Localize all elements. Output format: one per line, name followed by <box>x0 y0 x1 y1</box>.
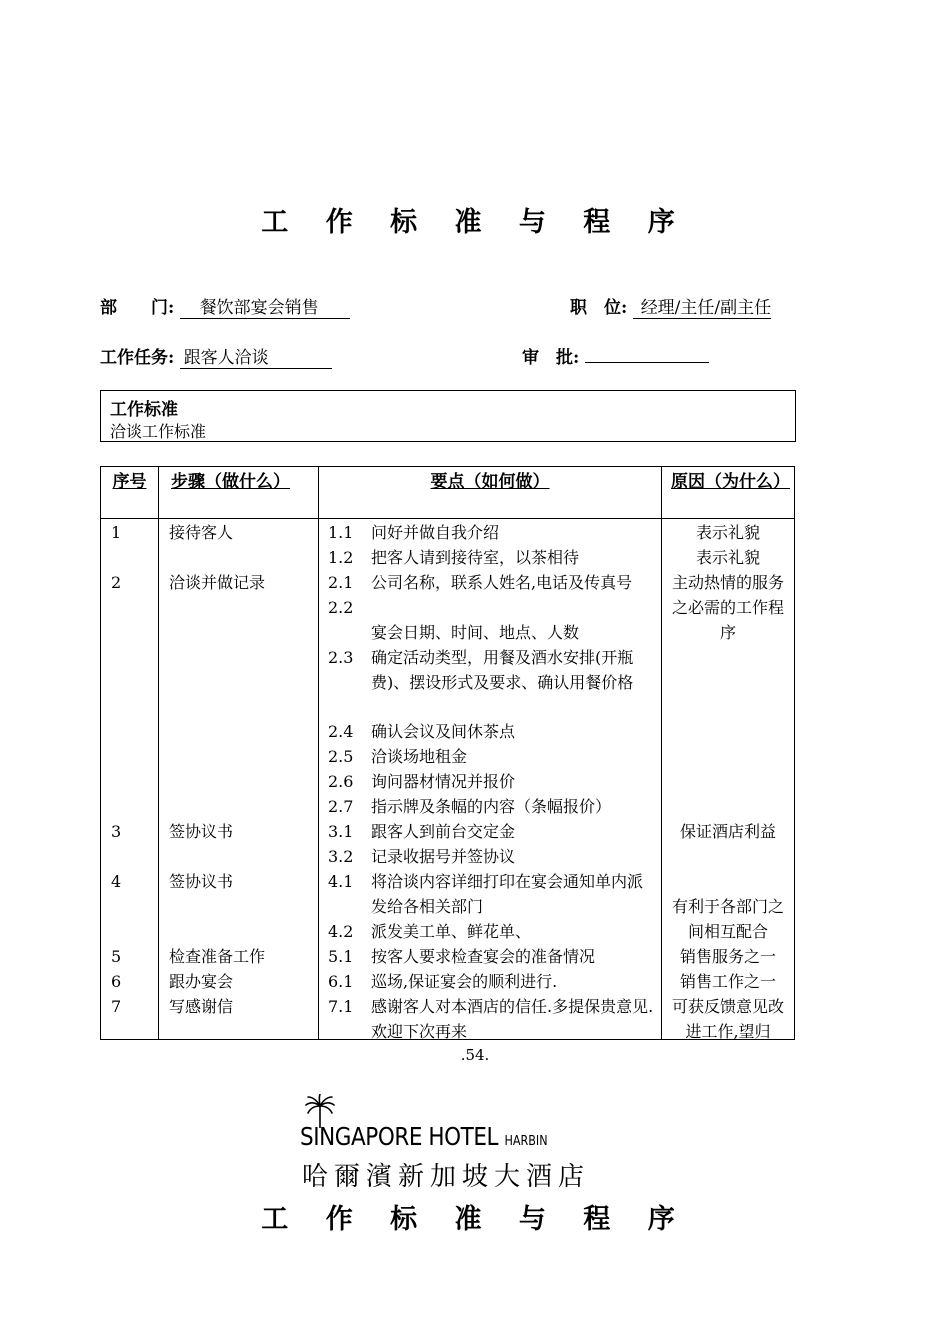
work-standard-title: 工作标准 <box>110 400 178 420</box>
work-standard-box <box>100 390 796 442</box>
page-title-repeat: 工 作 标 准 与 程 序 <box>261 1204 689 1235</box>
point-text: 记录收据号并签协议 <box>371 847 516 866</box>
point-number: 6.1 <box>328 972 354 991</box>
logo-chinese-name: 哈爾濱新加坡大酒店 <box>302 1162 591 1192</box>
point-text: 将洽谈内容详细打印在宴会通知单内派发给各相关部门 <box>371 872 644 916</box>
page-title: 工 作 标 准 与 程 序 <box>261 207 689 238</box>
point-number: 2.2 <box>328 598 354 617</box>
task-label: 工作任务: <box>100 348 175 368</box>
point-number: 3.1 <box>328 822 354 841</box>
department-field <box>100 293 350 319</box>
point-number: 7.1 <box>328 997 354 1016</box>
row-number: 2 <box>111 573 122 592</box>
step-cell: 跟办宴会 <box>169 972 234 991</box>
reason-cell: 表示礼貌 <box>695 548 760 567</box>
point-number: 3.2 <box>328 847 354 866</box>
point-number: 4.2 <box>328 922 354 941</box>
approval-field <box>522 343 709 368</box>
header-step: 步骤（做什么） <box>171 472 290 492</box>
step-cell: 写感谢信 <box>169 997 234 1016</box>
step-cell: 检查准备工作 <box>169 947 266 966</box>
approval-label: 审 批: <box>522 348 580 368</box>
reason-cell: 有利于各部门之间相互配合 <box>671 897 784 941</box>
procedure-table <box>100 466 795 1040</box>
reason-cell: 主动热情的服务之必需的工作程序 <box>671 573 784 642</box>
header-points: 要点（如何做） <box>430 472 550 492</box>
point-text: 感谢客人对本酒店的信任.多提保贵意见.欢迎下次再来 <box>371 997 654 1041</box>
point-text: 巡场,保证宴会的顺利进行. <box>371 972 558 991</box>
row-number: 5 <box>111 947 122 966</box>
row-number: 1 <box>111 523 122 542</box>
approval-blank <box>585 346 709 363</box>
position-value: 经理/主任/副主任 <box>633 293 771 319</box>
page-number: .54. <box>460 1046 490 1064</box>
position-label: 职 位: <box>570 298 628 318</box>
department-label: 部 门: <box>100 298 175 318</box>
point-number: 2.3 <box>328 648 354 667</box>
point-number: 4.1 <box>328 872 354 891</box>
logo-city: HARBIN <box>504 1134 548 1149</box>
point-text: 按客人要求检查宴会的准备情况 <box>371 947 596 966</box>
step-cell: 签协议书 <box>169 822 234 841</box>
step-cell: 洽谈并做记录 <box>169 573 266 592</box>
step-cell: 签协议书 <box>169 872 234 891</box>
work-standard-text: 洽谈工作标准 <box>110 422 207 441</box>
point-number: 1.2 <box>328 548 354 567</box>
reason-cell: 销售服务之一 <box>679 947 776 966</box>
task-field <box>100 343 332 369</box>
point-text: 问好并做自我介绍 <box>371 523 500 542</box>
reason-cell: 销售工作之一 <box>679 972 776 991</box>
reason-cell: 表示礼貌 <box>695 523 760 542</box>
point-text: 确认会议及间休茶点 <box>371 722 516 741</box>
point-text: 确定活动类型，用餐及酒水安排(开瓶费)、摆设形式及要求、确认用餐价格 <box>371 648 634 692</box>
department-value: 餐饮部宴会销售 <box>180 293 350 319</box>
point-text: 指示牌及条幅的内容（条幅报价） <box>371 797 612 816</box>
row-number: 6 <box>111 972 122 991</box>
reason-cell: 可获反馈意见改进工作,望归 <box>671 997 784 1041</box>
hotel-logo <box>300 1094 591 1192</box>
point-number: 2.4 <box>328 722 354 741</box>
row-number: 7 <box>111 997 122 1016</box>
point-number: 2.5 <box>328 747 354 766</box>
point-number: 2.1 <box>328 573 354 592</box>
reason-cell: 保证酒店利益 <box>679 822 776 841</box>
header-reason: 原因（为什么） <box>671 472 790 492</box>
header-number: 序号 <box>112 472 147 492</box>
point-text: 派发美工单、鲜花单、 <box>371 922 532 941</box>
point-text: 洽谈场地租金 <box>371 747 468 766</box>
position-field <box>570 293 771 319</box>
point-text: 宴会日期、时间、地点、人数 <box>371 623 580 642</box>
task-value: 跟客人洽谈 <box>180 343 332 369</box>
point-number: 2.7 <box>328 797 354 816</box>
step-cell: 接待客人 <box>169 523 234 542</box>
point-text: 把客人请到接待室，以茶相待 <box>371 548 580 567</box>
point-text: 跟客人到前台交定金 <box>371 822 516 841</box>
point-text: 询问器材情况并报价 <box>371 772 516 791</box>
logo-english-name: SINGAPORE HOTEL HARBIN <box>300 1122 548 1151</box>
row-number: 3 <box>111 822 122 841</box>
point-number: 2.6 <box>328 772 354 791</box>
point-number: 5.1 <box>328 947 354 966</box>
row-number: 4 <box>111 872 122 891</box>
point-text: 公司名称，联系人姓名,电话及传真号 <box>371 573 633 592</box>
point-number: 1.1 <box>328 523 354 542</box>
